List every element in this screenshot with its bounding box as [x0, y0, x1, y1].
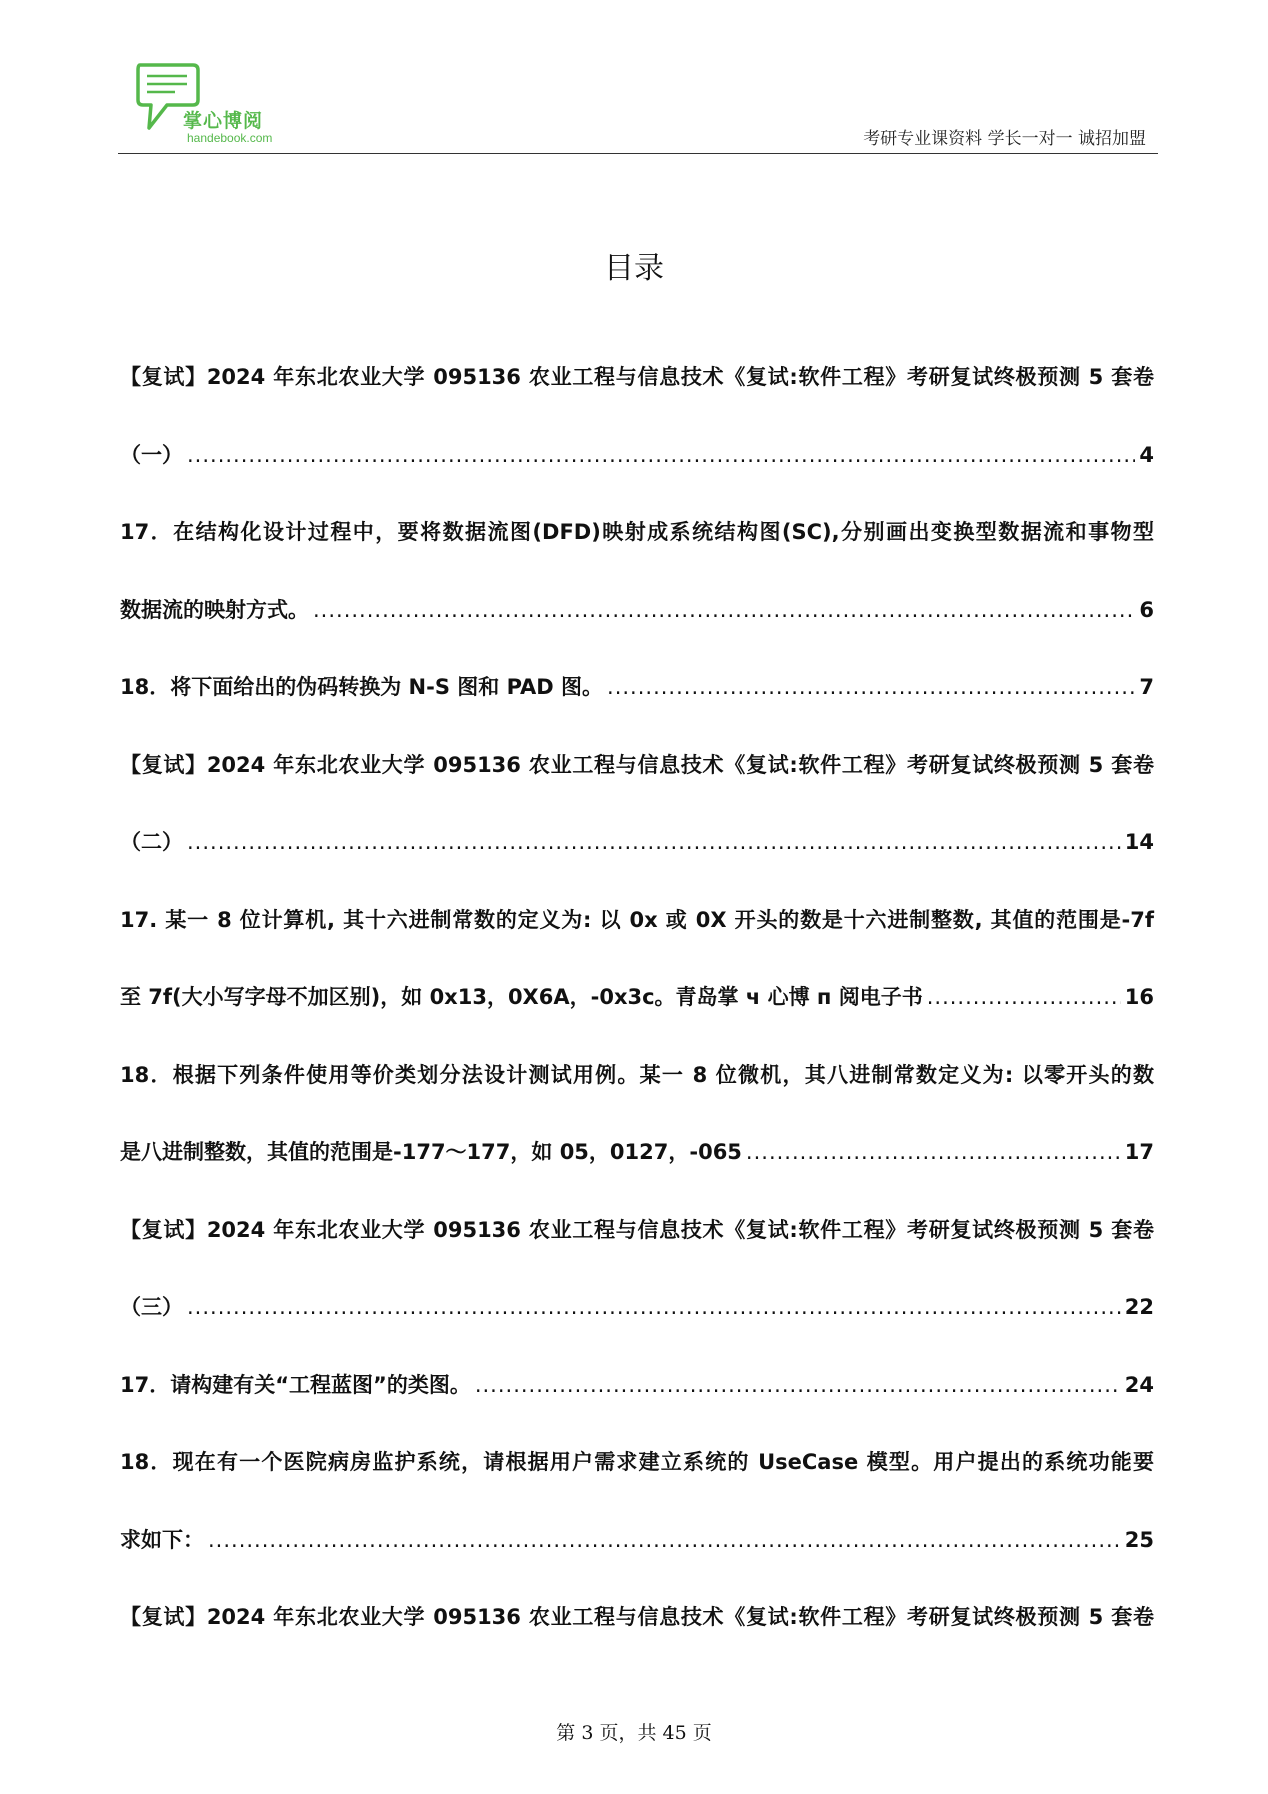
toc-entry-text: 18．现在有一个医院病房监护系统，请根据用户需求建立系统的 UseCase 模型。用户提出的系统功能要 — [120, 1450, 1154, 1474]
toc-entry-text: 18．将下面给出的伪码转换为 N-S 图和 PAD 图。 — [120, 675, 604, 699]
toc-page-number: 22 — [1124, 1295, 1154, 1319]
toc-page-number: 25 — [1124, 1527, 1154, 1552]
toc-page-number: 14 — [1124, 830, 1154, 854]
toc-entry-text: （一） — [120, 442, 183, 467]
toc-dot-leader — [187, 440, 1135, 470]
toc-entry-text: 数据流的映射方式。 — [120, 597, 309, 622]
toc-entry[interactable] — [120, 1447, 1154, 1525]
page-header — [118, 58, 1158, 156]
page-footer: 第 3 页，共 45 页 — [556, 1722, 712, 1744]
logo-chinese-name: 掌心博阅 — [183, 110, 264, 132]
toc-dot-leader — [475, 1370, 1121, 1400]
toc-entry-text: 【复试】2024 年东北农业大学 095136 农业工程与信息技术《复试:软件工程》考研复试终极预测 5 套卷 — [120, 1217, 1154, 1242]
toc-entry[interactable] — [120, 1215, 1154, 1293]
toc-entry[interactable] — [120, 517, 1154, 595]
toc-entry-text: 求如下： — [120, 1527, 204, 1552]
toc-dot-leader — [746, 1137, 1121, 1167]
toc-entry[interactable] — [120, 1137, 1154, 1215]
toc-dot-leader — [187, 827, 1121, 857]
toc-entry[interactable] — [120, 1602, 1154, 1680]
toc-entry-text: 17. 某一 8 位计算机, 其十六进制常数的定义为: 以 0x 或 0X 开头的数是十六进制整数, 其值的范围是-7f — [120, 907, 1154, 932]
toc-entry-text: 17．在结构化设计过程中，要将数据流图(DFD)映射成系统结构图(SC),分别画出变换型数据流和事物型 — [120, 520, 1154, 544]
toc-entry-text: （二） — [120, 830, 183, 854]
toc-page-number: 4 — [1139, 442, 1154, 467]
handebook-logo — [135, 62, 285, 145]
toc-entry-text: 【复试】2024 年东北农业大学 095136 农业工程与信息技术《复试:软件工程》考研复试终极预测 5 套卷 — [120, 752, 1154, 777]
toc-page-number: 6 — [1139, 597, 1154, 622]
toc-entry[interactable] — [120, 1292, 1154, 1370]
toc-dot-leader — [927, 982, 1121, 1012]
toc-entry-text: 【复试】2024 年东北农业大学 095136 农业工程与信息技术《复试:软件工程》考研复试终极预测 5 套卷 — [120, 1605, 1154, 1629]
page-title: 目录 — [604, 251, 664, 286]
toc-entry-text: 至 7f(大小写字母不加区别)，如 0x13，0X6A，-0x3c。青岛掌 ч 心博 п 阅电子书 — [120, 985, 923, 1009]
toc-entry-text: 17．请构建有关“工程蓝图”的类图。 — [120, 1372, 471, 1397]
toc-entry[interactable] — [120, 440, 1154, 518]
toc-dot-leader — [607, 672, 1135, 702]
toc-page-number: 24 — [1124, 1372, 1154, 1397]
toc-entry[interactable] — [120, 905, 1154, 983]
toc-entry[interactable] — [120, 362, 1154, 440]
toc-entry-text: （三） — [120, 1295, 183, 1319]
toc-entry-text: 18．根据下列条件使用等价类划分法设计测试用例。某一 8 位微机，其八进制常数定义为: 以零开头的数 — [120, 1062, 1154, 1087]
header-divider — [118, 153, 1158, 154]
header-slogan: 考研专业课资料 学长一对一 诚招加盟 — [863, 129, 1146, 149]
toc-entry[interactable] — [120, 827, 1154, 905]
toc-entry-text: 是八进制整数，其值的范围是-177～177，如 05，0127，-065 — [120, 1140, 742, 1164]
toc-dot-leader — [313, 595, 1135, 625]
toc-entry[interactable] — [120, 595, 1154, 673]
toc-entry-text: 【复试】2024 年东北农业大学 095136 农业工程与信息技术《复试:软件工程》考研复试终极预测 5 套卷 — [120, 365, 1154, 389]
toc-entry[interactable] — [120, 982, 1154, 1060]
toc-entry[interactable] — [120, 1060, 1154, 1138]
toc-page-number: 7 — [1139, 675, 1154, 699]
toc-entry[interactable] — [120, 1370, 1154, 1448]
toc-page-number: 16 — [1124, 985, 1154, 1009]
toc-page-number: 17 — [1124, 1140, 1154, 1164]
toc-entry[interactable] — [120, 750, 1154, 828]
toc-dot-leader — [187, 1292, 1121, 1322]
toc-entry[interactable] — [120, 672, 1154, 750]
toc-dot-leader — [208, 1525, 1121, 1555]
logo-domain: handebook.com — [187, 131, 273, 145]
toc-entry[interactable] — [120, 1525, 1154, 1603]
table-of-contents — [120, 362, 1154, 1680]
